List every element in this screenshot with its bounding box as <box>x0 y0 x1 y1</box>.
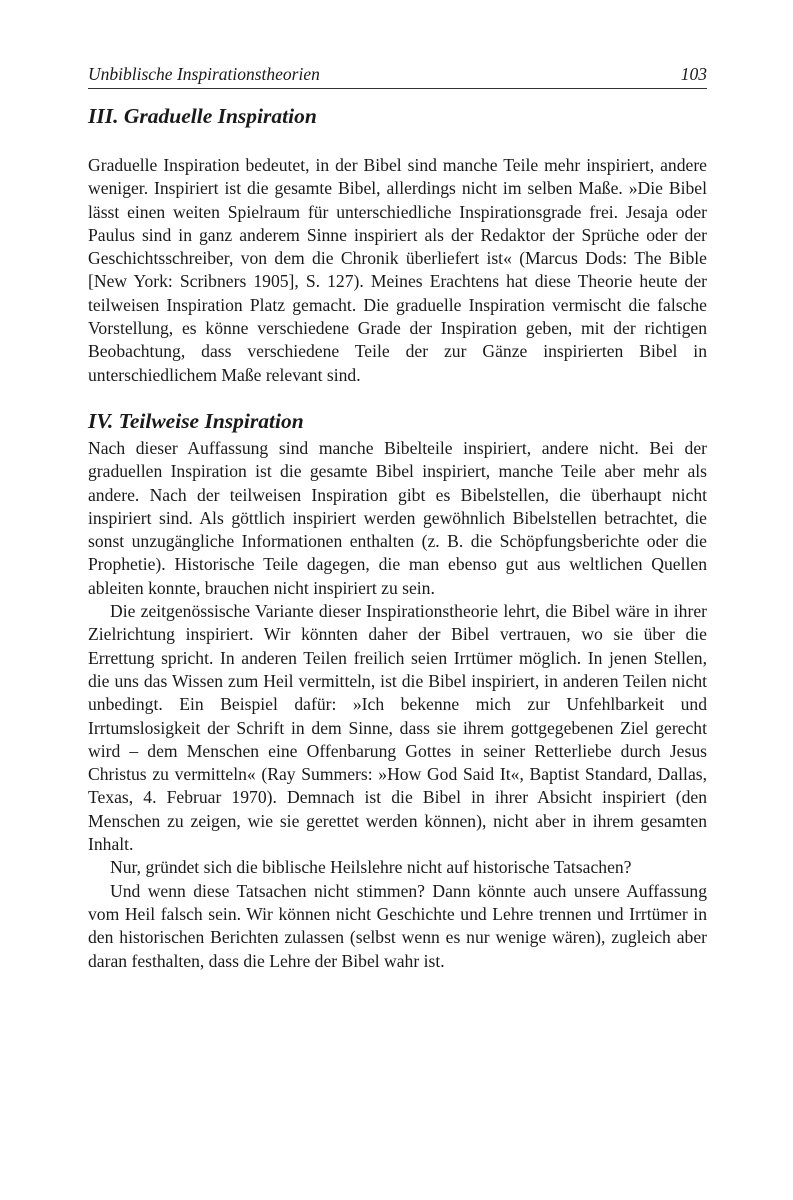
book-page <box>88 62 707 973</box>
paragraph-teilweise-3: Nur, gründet sich die biblische Heilslehre nicht auf historische Tatsachen? <box>110 857 632 878</box>
page-number: 103 <box>680 64 707 84</box>
running-title: Unbiblische Inspirationstheorien <box>88 64 320 84</box>
paragraph-teilweise-1: Nach dieser Auffassung sind manche Bibelteile inspiriert, andere nicht. Bei der graduellen Inspiration ist die gesamte Bibel inspiriert, manche Teile aber mehr als andere. Nach der teilweisen Inspiration gibt es Bibelstellen, die überhaupt nicht inspiriert sind. Als göttlich inspiriert werden gewöhnlich Bibelstellen betrachtet, die sonst unzugängliche Informationen enthalten (z. B. die Schöpfungsberichte oder die Prophetie). Historische Teile dagegen, die man ebenso gut aus weltlichen Quellen ableiten konnte, brauchen nicht inspiriert zu sein. <box>88 437 707 598</box>
section-heading-graduelle: III. Graduelle Inspiration <box>88 104 317 128</box>
paragraph-graduelle-1: Graduelle Inspiration bedeutet, in der Bibel sind manche Teile mehr inspiriert, andere weniger. Inspiriert ist die gesamte Bibel, allerdings nicht im selben Maße. »Die Bibel lässt einen weiten Spielraum für unterschiedliche Inspirationsgrade frei. Jesaja oder Paulus sind in ganz anderem Sinne inspiriert als der Redaktor der Sprüche oder der Geschichtsschreiber, von dem die Chronik überliefert ist« (Marcus Dods: The Bible [New York: Scribners 1905], S. 127). Meines Erachtens hat diese Theorie heute der teilweisen Inspiration Platz gemacht. Die graduelle Inspiration vermischt die falsche Vorstellung, es könne verschiedene Grade der Inspiration geben, mit der richtigen Beobachtung, dass verschiedene Teile der zur Gänze inspirierten Bibel in unterschiedlichem Maße relevant sind. <box>88 155 707 385</box>
section-heading-teilweise: IV. Teilweise Inspiration <box>88 408 304 433</box>
paragraph-teilweise-4: Und wenn diese Tatsachen nicht stimmen? Dann könnte auch unsere Auffassung vom Heil falsch sein. Wir können nicht Geschichte und Lehre trennen und Irrtümer in den historischen Berichten zulassen (selbst wenn es nur wenige wären), zugleich aber daran festhalten, dass die Lehre der Bibel wahr ist. <box>88 880 707 971</box>
running-header <box>88 62 707 89</box>
paragraph-teilweise-2: Die zeitgenössische Variante dieser Inspirationstheorie lehrt, die Bibel wäre in ihrer Zielrichtung inspiriert. Wir könnten daher der Bibel vertrauen, wo sie über die Errettung spricht. In anderen Teilen freilich seien Irrtümer möglich. In jenen Stellen, die uns das Wissen zum Heil vermitteln, ist die Bibel inspiriert, in anderen Teilen nicht unbedingt. Ein Beispiel dafür: »Ich bekenne mich zur Unfehlbarkeit und Irrtumslosigkeit der Schrift in dem Sinne, dass sie ihrem gottgegebenen Ziel gerecht wird – dem Menschen eine Offenbarung Gottes in seiner Retterliebe durch Jesus Christus zu vermitteln« (Ray Summers: »How God Said It«, Baptist Standard, Dallas, Texas, 4. Februar 1970). Demnach ist die Bibel in ihrer Absicht inspiriert (den Menschen zu zeigen, wie sie gerettet werden können), nicht aber in ihrem gesamten Inhalt. <box>88 601 707 855</box>
